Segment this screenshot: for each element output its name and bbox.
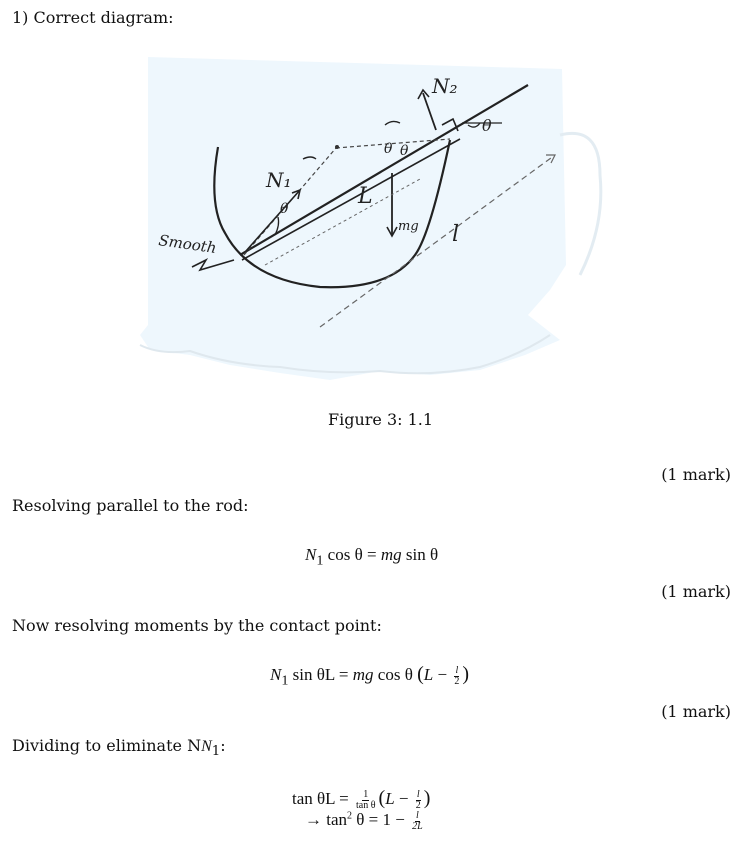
step-1-text: Resolving parallel to the rod: <box>12 496 249 515</box>
equation-3b: → $\tan^2 \theta = 1$ − $\frac{l}{2L}$ <box>305 809 423 832</box>
label-theta-bottom: θ <box>280 201 289 217</box>
bowl-centre <box>335 145 339 149</box>
equation-1: $N_1$ cos θ = mg sin θ <box>305 545 439 569</box>
equation-3a: tan θL = $\frac{1}{\text{tan θ}}$ (L − $\frac{l}{2}$ ) <box>292 787 431 811</box>
step-3-text: Dividing to eliminate $NN_1$: <box>12 736 226 760</box>
figure-caption: Figure 3: 1.1 <box>328 410 434 429</box>
label-L: L <box>358 184 373 209</box>
figure-diagram <box>130 55 610 400</box>
label-smooth: Smooth <box>157 231 218 258</box>
mark-1: (1 mark) <box>661 465 731 484</box>
equation-2: $N_1$ sin θL = mg cos θ (L − $\frac{l}{2}$ ) <box>270 663 469 689</box>
section-heading: 1) Correct diagram: <box>12 8 174 27</box>
label-theta-top: θ <box>384 141 393 157</box>
label-n1: N₁ <box>266 168 292 192</box>
label-l: l <box>452 222 460 247</box>
label-n2: N₂ <box>432 74 458 98</box>
label-theta-top-2: θ <box>400 143 409 159</box>
step-2-text: Now resolving moments by the contact point: <box>12 616 382 635</box>
label-mg: mg <box>398 219 419 234</box>
mark-2: (1 mark) <box>661 582 731 601</box>
diagram-paper <box>140 57 566 380</box>
diagram-paper-smudge-right <box>560 133 601 275</box>
mark-3: (1 mark) <box>661 702 731 721</box>
label-theta-right: θ <box>482 116 492 135</box>
